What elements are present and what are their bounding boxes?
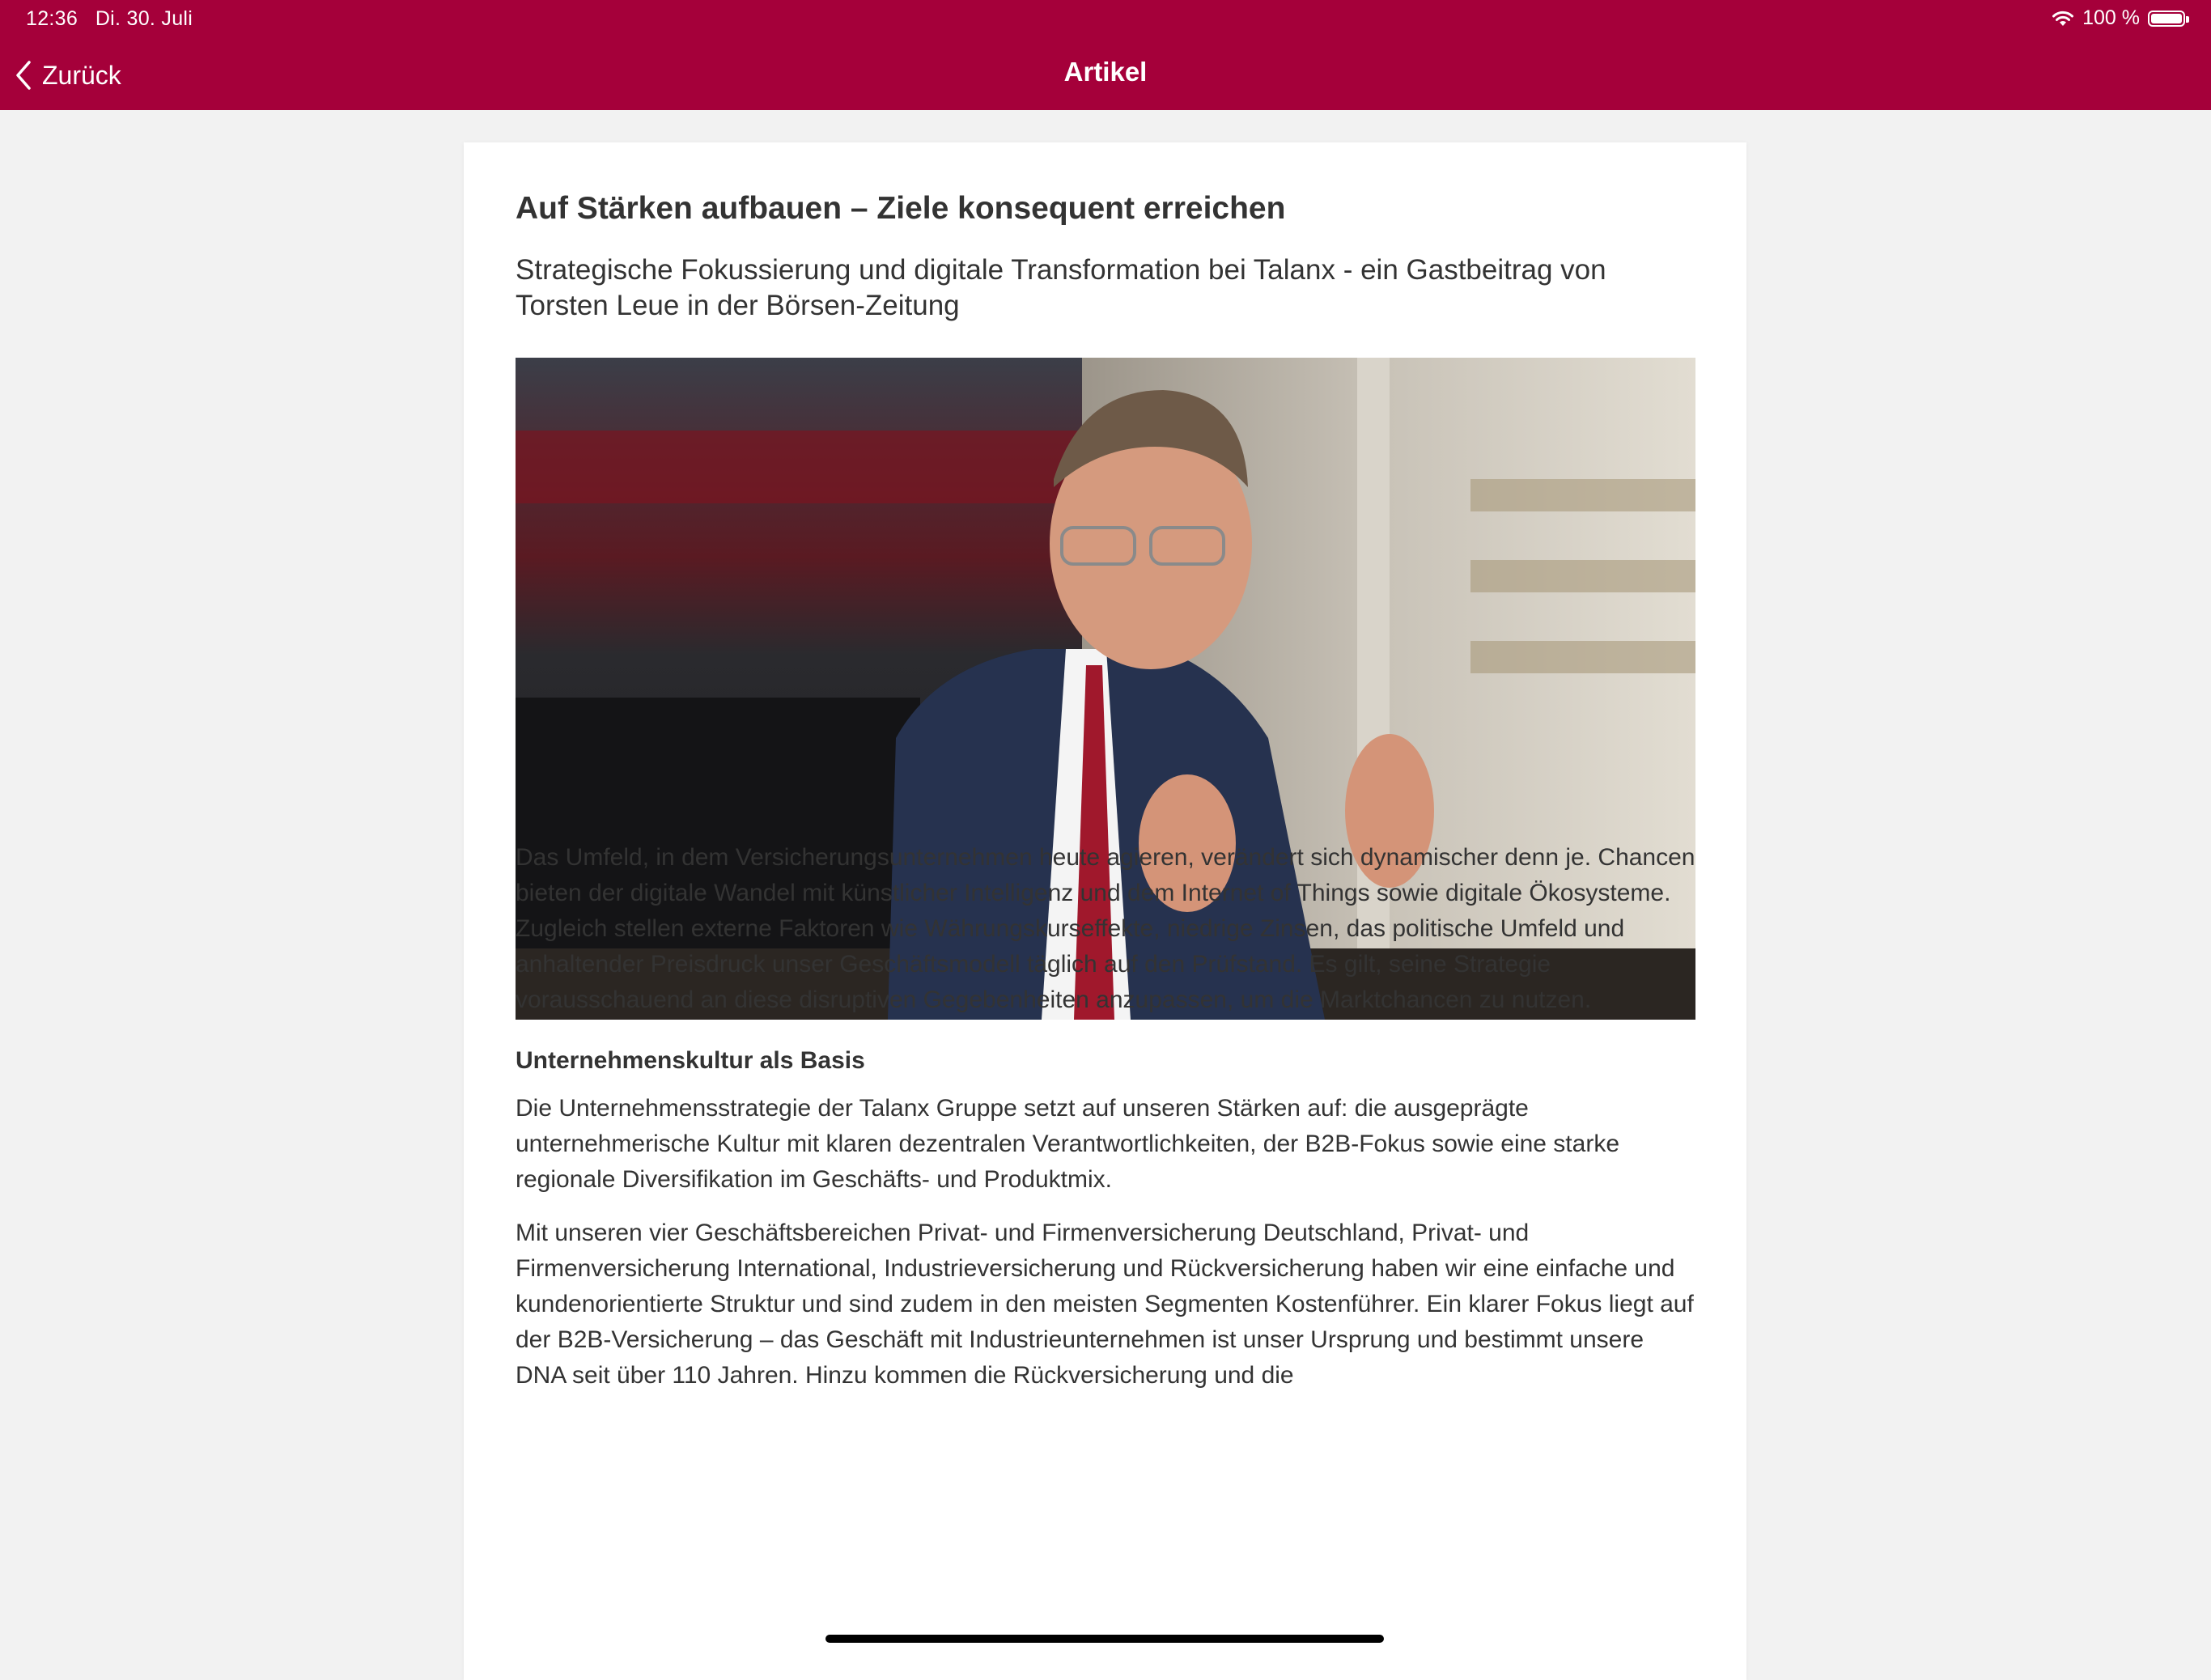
status-indicators xyxy=(2052,6,2185,30)
article-card xyxy=(464,142,1746,1680)
article-subtitle: Strategische Fokussierung und digitale Transformation bei Talanx - ein Gastbeitrag von Torsten Leue in der Börsen-Zeitung xyxy=(516,254,1606,321)
home-indicator[interactable] xyxy=(825,1635,1384,1643)
back-button-label: Zurück xyxy=(42,60,121,90)
status-time-date xyxy=(26,7,193,31)
status-time: 12:36 xyxy=(26,7,79,30)
navigation-bar xyxy=(0,40,2211,110)
battery-icon xyxy=(2148,11,2185,27)
nav-title: Artikel xyxy=(1063,57,1148,87)
article-paragraph: Das Umfeld, in dem Versicherungsunternehmen heute agieren, verändert sich dynamischer denn je. Chancen bieten der digitale Wandel mit künstlicher Intelligenz und dem Internet of Things sowie digitale Ökosysteme. Zugleich stellen externe Faktoren wie Währungskurseffekte, niedrige Zinsen, das politische Umfeld und anhaltender Preisdruck unser Geschäftsmodell täglich auf den Prüfstand. Es gilt, seine Strategie vorausschauend an diese disruptiven Gegebenheiten anzupassen, um die Marktchancen zu nutzen. xyxy=(516,844,1695,1013)
article-paragraph: Mit unseren vier Geschäftsbereichen Privat- und Firmenversicherung Deutschland, Privat- und Firmenversicherung International, Industrieversicherung und Rückversicherung haben wir eine einfache und kundenorientierte Struktur und sind zudem in den meisten Segmenten Kostenführer. Ein klarer Fokus liegt auf der B2B-Versicherung – das Geschäft mit Industrieunternehmen ist unser Ursprung und bestimmt unsere DNA seit über 110 Jahren. Hinzu kommen die Rückversicherung und die xyxy=(516,1220,1694,1389)
article-paragraph: Die Unternehmensstrategie der Talanx Gruppe setzt auf unseren Stärken auf: die ausgeprägte unternehmerische Kultur mit klaren dezentralen Verantwortlichkeiten, der B2B-Fokus sowie eine starke regionale Diversifikation im Geschäfts- und Produktmix. xyxy=(516,1095,1620,1193)
article-subheading: Unternehmenskultur als Basis xyxy=(516,1047,865,1074)
battery-percentage: 100 % xyxy=(2082,6,2140,29)
wifi-icon xyxy=(2052,10,2074,28)
article-title: Auf Stärken aufbauen – Ziele konsequent erreichen xyxy=(516,191,1286,226)
status-date: Di. 30. Juli xyxy=(95,7,193,30)
status-bar xyxy=(0,0,2211,40)
